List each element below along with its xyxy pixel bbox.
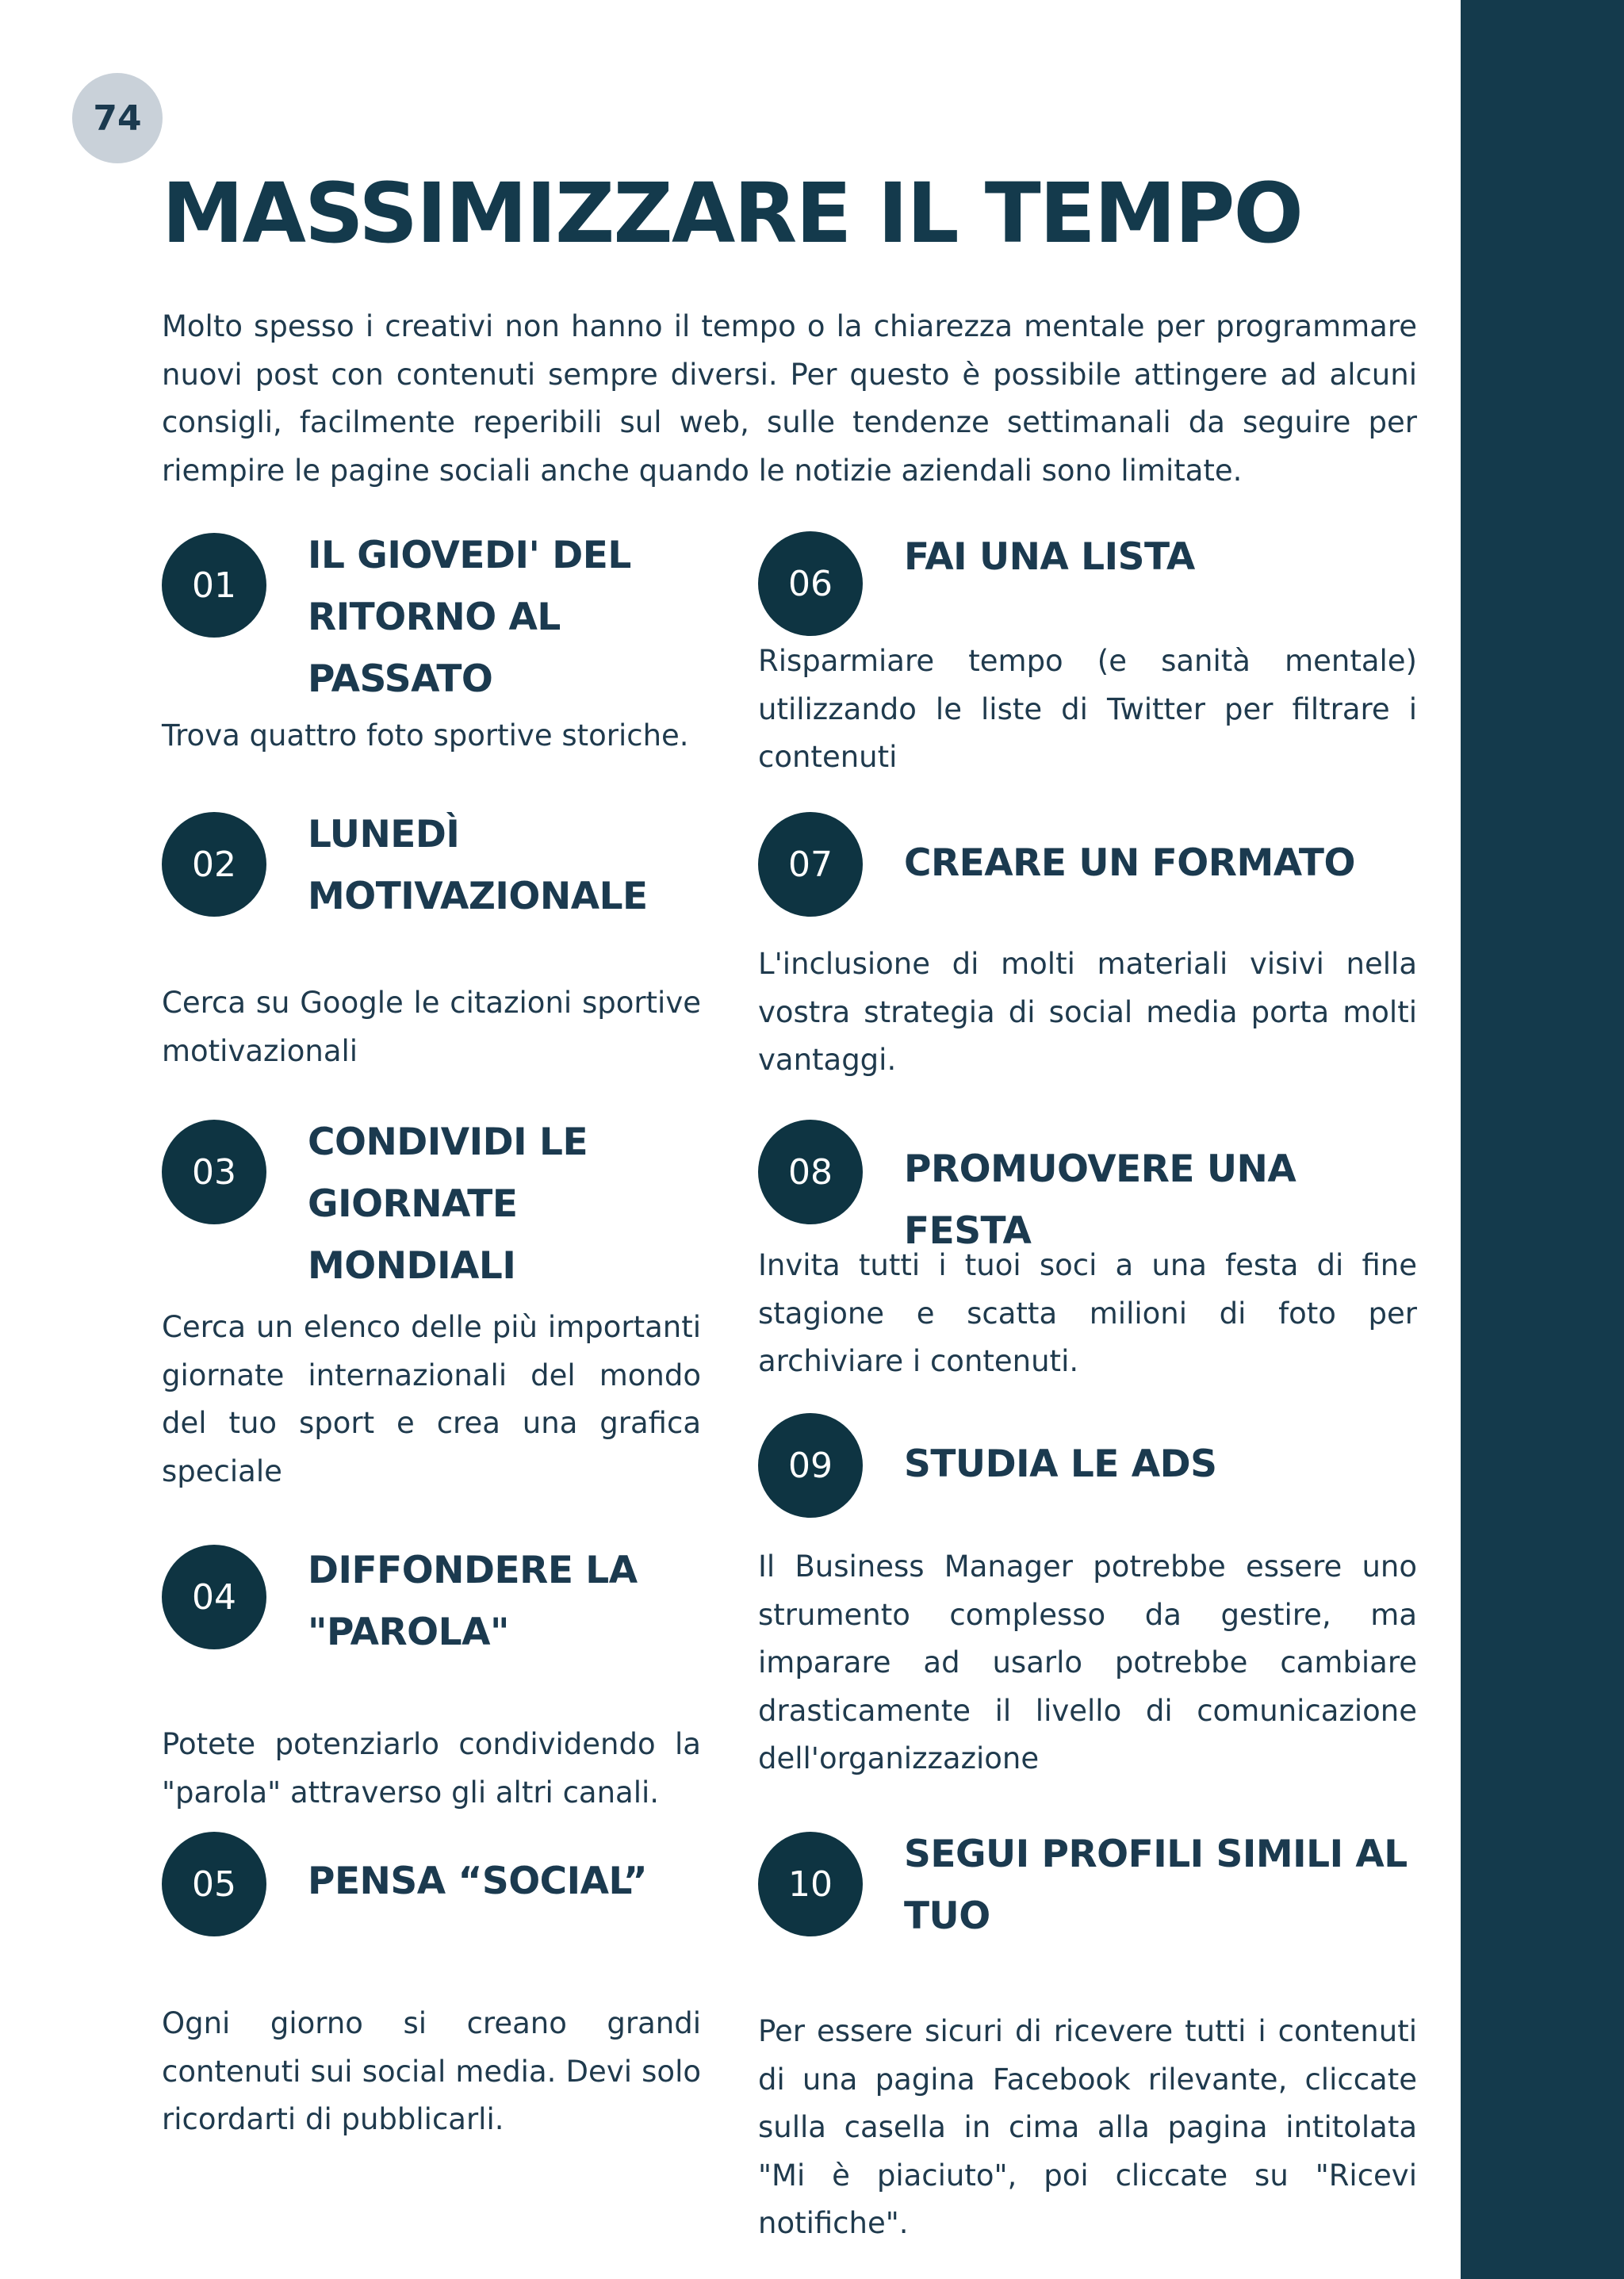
tip-heading: CREARE UN FORMATO: [904, 841, 1355, 885]
tip-body: Potete potenziarlo condividendo la "parola" attraverso gli altri canali.: [162, 1727, 701, 1810]
tip-number-circle: 09: [758, 1413, 863, 1518]
page-title: MASSIMIZZARE IL TEMPO: [162, 165, 1302, 262]
page-number: 74: [93, 98, 142, 139]
tip-number-circle: 08: [758, 1120, 863, 1224]
tip-heading: FAI UNA LISTA: [904, 535, 1195, 579]
intro-paragraph: Molto spesso i creativi non hanno il tempo o la chiarezza mentale per programmare nuovi post con contenuti sempre diversi. Per questo è possibile attingere ad alcuni consigli, facilmente reperibili sul web, sulle tendenze settimanali da seguire per riempire le pagine sociali anche quando le notizie aziendali sono limitate.: [162, 309, 1417, 488]
tip-heading: STUDIA LE ADS: [904, 1442, 1217, 1486]
tip-body: Per essere sicuri di ricevere tutti i contenuti di una pagina Facebook rilevante, cliccate sulla casella in cima alla pagina intitolata "Mi è piaciuto", poi cliccate su "Ricevi notifiche".: [758, 2014, 1417, 2240]
tip-number-circle: 07: [758, 812, 863, 917]
tip-body: Risparmiare tempo (e sanità mentale) utilizzando le liste di Twitter per filtrare i contenuti: [758, 644, 1417, 774]
tip-number-circle: 02: [162, 812, 266, 917]
tip-body: L'inclusione di molti materiali visivi nella vostra strategia di social media porta molti vantaggi.: [758, 947, 1417, 1077]
tip-body: Cerca un elenco delle più importanti giornate internazionali del mondo del tuo sport e crea una grafica speciale: [162, 1310, 701, 1488]
tip-body: Trova quattro foto sportive storiche.: [162, 718, 689, 753]
tip-heading: DIFFONDERE LA "PAROLA": [308, 1549, 638, 1654]
tip-number-circle: 05: [162, 1832, 266, 1936]
right-sidebar-band: [1461, 0, 1624, 2279]
tip-heading: IL GIOVEDI' DEL RITORNO AL PASSATO: [308, 534, 631, 701]
tip-number-circle: 10: [758, 1832, 863, 1936]
tip-number-circle: 01: [162, 533, 266, 638]
tip-body: Il Business Manager potrebbe essere uno strumento complesso da gestire, ma imparare ad usarlo potrebbe cambiare drasticamente il livello di comunicazione dell'organizzazione: [758, 1549, 1417, 1775]
tip-heading: LUNEDÌ MOTIVAZIONALE: [308, 813, 648, 918]
tip-body: Ogni giorno si creano grandi contenuti sui social media. Devi solo ricordarti di pubblicarli.: [162, 2006, 701, 2136]
tip-heading: PROMUOVERE UNA FESTA: [904, 1147, 1297, 1253]
tip-heading: CONDIVIDI LE GIORNATE MONDIALI: [308, 1120, 588, 1288]
tip-body: Cerca su Google le citazioni sportive motivazionali: [162, 986, 701, 1068]
tip-body: Invita tutti i tuoi soci a una festa di fine stagione e scatta milioni di foto per archiviare i contenuti.: [758, 1248, 1417, 1378]
page-number-badge: [72, 73, 163, 163]
tip-number-circle: 03: [162, 1120, 266, 1224]
tip-heading: PENSA “SOCIAL”: [308, 1860, 648, 1903]
tip-number-circle: 06: [758, 531, 863, 636]
tip-number-circle: 04: [162, 1545, 266, 1649]
tip-heading: SEGUI PROFILI SIMILI AL TUO: [904, 1833, 1408, 1938]
